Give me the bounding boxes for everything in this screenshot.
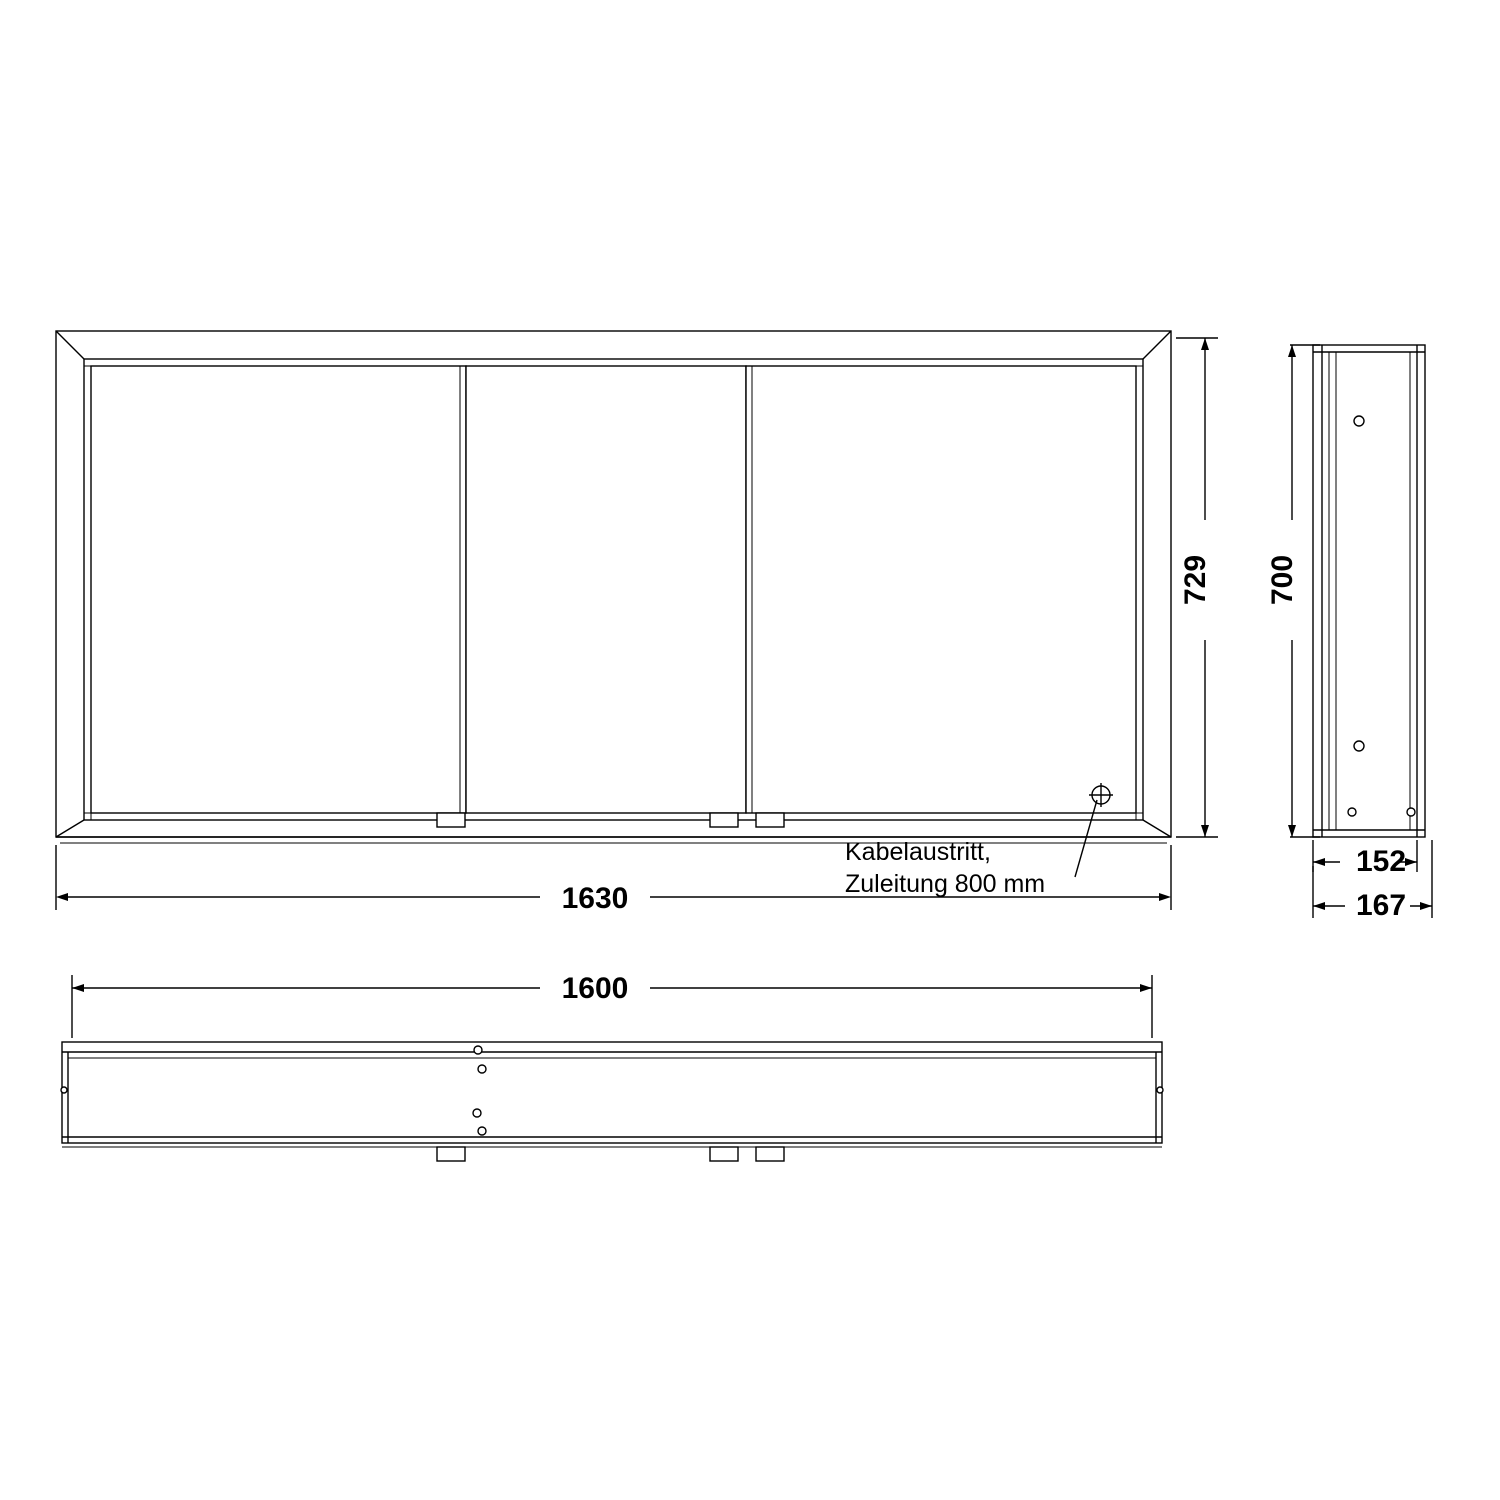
mounting-hole [1348, 808, 1356, 816]
mounting-hole [1354, 416, 1364, 426]
hinge-dot [478, 1127, 486, 1135]
hinge-dot [478, 1065, 486, 1073]
hinge-dot [474, 1046, 482, 1054]
dim-front-width-label: 1630 [561, 882, 629, 915]
hinge-dot [473, 1109, 481, 1117]
dimension-side-depth-inner [1313, 840, 1417, 878]
front-view [56, 331, 1171, 877]
mounting-hole [1354, 741, 1364, 751]
top-view [61, 1042, 1163, 1161]
dimension-side-height [1266, 345, 1320, 837]
dim-top-width-label: 1600 [561, 972, 629, 1005]
dim-side-height-label: 700 [1266, 554, 1299, 606]
dim-front-height-label: 729 [1179, 554, 1212, 606]
hinge-dot [1157, 1087, 1163, 1093]
cable-outlet-note [845, 838, 1045, 898]
dim-side-depth-inner-label: 152 [1355, 845, 1407, 878]
side-view [1313, 345, 1425, 837]
cable-outlet-note-line2: Zuleitung 800 mm [845, 870, 1046, 898]
cable-outlet-note-line1: Kabelaustritt, [845, 838, 991, 866]
mounting-hole [1407, 808, 1415, 816]
dimension-front-height [1176, 338, 1218, 837]
hinge-dot [61, 1087, 67, 1093]
dim-side-depth-outer-label: 167 [1355, 889, 1407, 922]
dimension-top-width [72, 972, 1152, 1038]
